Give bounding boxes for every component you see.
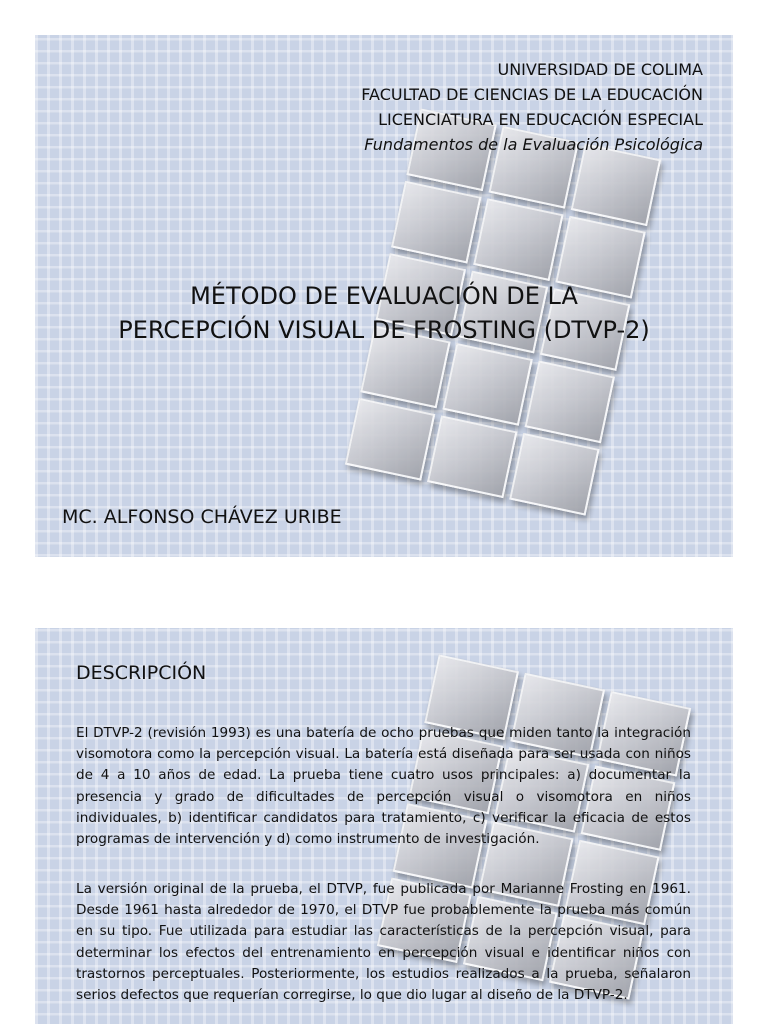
collage-tile <box>427 415 517 498</box>
university-name: UNIVERSIDAD DE COLIMA <box>497 60 703 79</box>
collage-tile <box>442 343 532 426</box>
program-name: LICENCIATURA EN EDUCACIÓN ESPECIAL <box>378 110 703 129</box>
institution-header <box>361 57 703 157</box>
collage-tile <box>345 398 435 481</box>
description-slide <box>35 628 733 1024</box>
faculty-name: FACULTAD DE CIENCIAS DE LA EDUCACIÓN <box>361 85 703 104</box>
history-paragraph: La versión original de la prueba, el DTVP, fue publicada por Marianne Frosting en 1961. Desde 1961 hasta alrededor de 1970, el DTVP fue probablemente la prueba más común en su tipo. Fue utilizada para estudiar las características de la percepción visual, para determinar los efectos del entrenamiento en percepción visual e identificar niños con trastornos perceptuales. Posteriormente, los estudios realizados a la prueba, señalaron serios defectos que requerían corregirse, lo que dio lugar al diseño de la DTVP-2. <box>76 881 691 1004</box>
course-name: Fundamentos de la Evaluación Psicológica <box>364 135 703 154</box>
author-name: MC. ALFONSO CHÁVEZ URIBE <box>62 506 342 528</box>
title-line-2: PERCEPCIÓN VISUAL DE FROSTING (DTVP-2) <box>118 316 650 344</box>
section-heading: DESCRIPCIÓN <box>76 662 207 684</box>
presentation-title <box>35 279 733 347</box>
description-paragraph: El DTVP-2 (revisión 1993) es una batería de ocho pruebas que miden tanto la integración visomotora como la percepción visual. La batería está diseñada para ser usada con niños de 4 a 10 años de edad. La prueba tiene cuatro usos principales: a) documentar la presencia y grado de dificultades de percepción visual o visomotora en niños individuales, b) identificar candidatos para tratamiento, c) verificar la eficacia de estos programas de intervención y d) como instrumento de investigación. <box>76 725 691 848</box>
collage-tile <box>509 433 599 516</box>
title-line-1: MÉTODO DE EVALUACIÓN DE LA <box>190 282 578 310</box>
title-slide <box>35 35 733 557</box>
collage-tile <box>525 360 615 443</box>
collage-tile <box>473 198 563 281</box>
collage-tile <box>391 181 481 264</box>
